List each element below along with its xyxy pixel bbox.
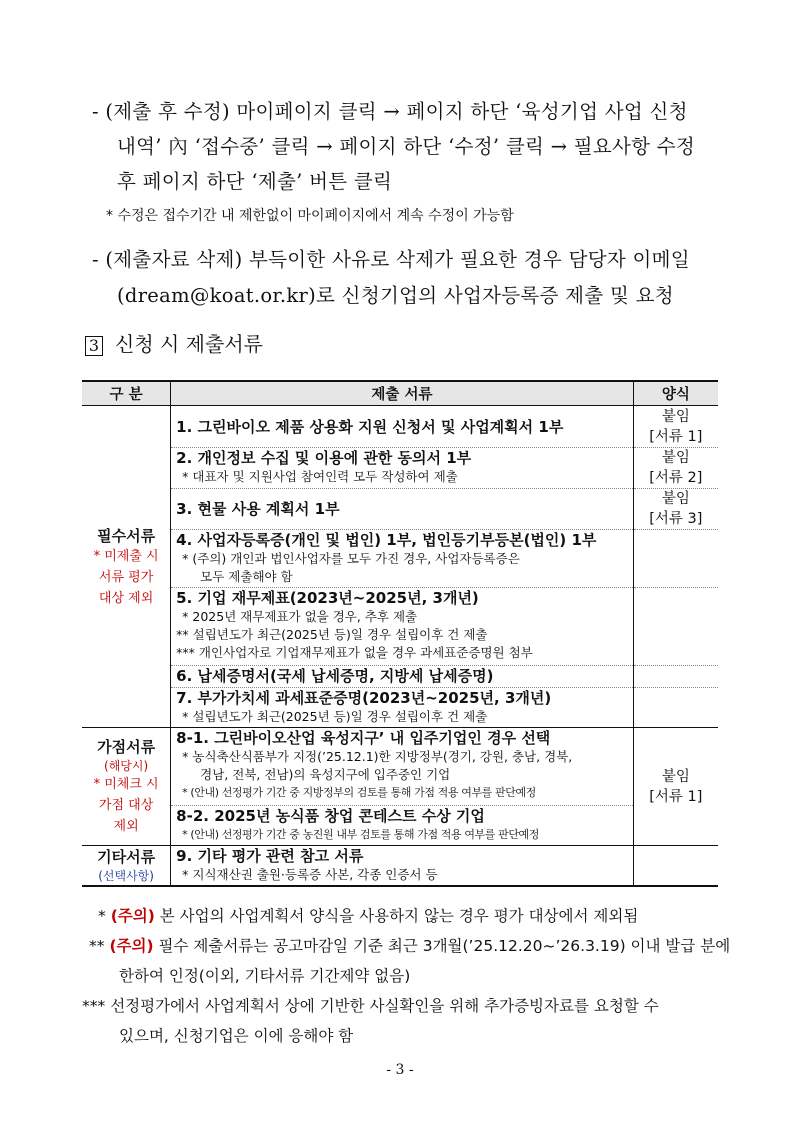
footnote-2-text: 필수 제출서류는 공고마감일 기준 최근 3개월(’25.12.20~’26.3.19) 이내 발급 분에 — [158, 937, 731, 955]
doc-8-1-title: 8-1. 그린바이오산업 육성지구’ 내 입주기업인 경우 선택 — [176, 729, 551, 747]
table-row — [82, 588, 718, 666]
footnote-3 — [82, 994, 659, 1016]
footnote-2-line2: 한하여 인정(이외, 기타서류 기간제약 없음) — [119, 967, 411, 985]
category-bonus-note3: 가점 대상 — [98, 798, 154, 813]
header-category: 구 분 — [82, 381, 171, 406]
bullet-edit-line3: 후 페이지 하단 ‘제출’ 버튼 클릭 — [117, 170, 393, 193]
doc-7-title: 7. 부가가치세 과세표준증명(2023년~2025년, 3개년) — [176, 689, 552, 707]
doc-1-title: 1. 그린바이오 제품 상용화 지원 신청서 및 사업계획서 1부 — [176, 417, 564, 436]
doc-8-1-note3: * (안내) 선정평가 기간 중 지방정부의 검토를 통해 가점 적용 여부를 판단예정 — [182, 786, 536, 799]
format-3-ref: [서류 3] — [649, 511, 703, 527]
doc-row-9 — [171, 846, 634, 886]
doc-row-1 — [171, 406, 634, 448]
doc-8-1-note1: * 농식축산식품부가 지정(’25.12.1)한 지방정부(경기, 강원, 충남, 경북, — [182, 749, 573, 764]
format-2-label: 붙임 — [661, 450, 690, 466]
footnote-2-label: (주의) — [109, 937, 154, 955]
doc-4-note1: * (주의) 개인과 법인사업자를 모두 가진 경우, 사업자등록증은 — [182, 551, 520, 566]
footnote-1-mark: * — [98, 907, 106, 925]
footnote-3-mark: *** — [82, 997, 106, 1015]
doc-5-note1: * 2025년 재무제표가 없을 경우, 추후 제출 — [182, 609, 418, 624]
format-row-1 — [633, 406, 718, 448]
table-header-row — [82, 381, 718, 406]
format-row-9 — [633, 846, 718, 886]
table-row — [82, 448, 718, 489]
bullet-edit-note: * 수정은 접수기간 내 제한없이 마이페이지에서 계속 수정이 가능함 — [106, 208, 514, 224]
table-row — [82, 688, 718, 728]
doc-row-4 — [171, 530, 634, 588]
doc-5-note3: *** 개인사업자로 기업재무제표가 없을 경우 과세표준증명원 첨부 — [176, 645, 533, 660]
table-row — [82, 489, 718, 530]
doc-9-note: * 지식재산권 출원·등록증 사본, 각종 인증서 등 — [182, 867, 438, 882]
doc-5-note2: ** 설립년도가 최근(2025년 등)일 경우 설립이후 건 제출 — [176, 627, 488, 642]
category-bonus-note4: 제외 — [113, 819, 139, 834]
footnote-1-text: 본 사업의 사업계획서 양식을 사용하지 않는 경우 평가 대상에서 제외됨 — [159, 907, 639, 925]
format-row-8 — [633, 728, 718, 846]
doc-6-title: 6. 납세증명서(국세 납세증명, 지방세 납세증명) — [176, 667, 494, 685]
category-other-note1: (선택사항) — [98, 869, 154, 884]
footnote-1-label: (주의) — [110, 907, 155, 925]
category-required-label: 필수서류 — [97, 526, 156, 545]
doc-8-2-title: 8-2. 2025년 농식품 창업 콘테스트 수상 기업 — [176, 807, 485, 825]
doc-3-title: 3. 현물 사용 계획서 1부 — [176, 500, 340, 518]
category-required — [82, 406, 171, 728]
doc-row-3 — [171, 489, 634, 530]
format-row-6 — [633, 666, 718, 688]
category-bonus-note2: * 미체크 시 — [93, 777, 159, 792]
format-row-4 — [633, 530, 718, 588]
format-2-ref: [서류 2] — [649, 470, 703, 486]
doc-5-title: 5. 기업 재무제표(2023년~2025년, 3개년) — [176, 589, 479, 607]
format-8-ref: [서류 1] — [649, 788, 703, 805]
table-row — [82, 806, 718, 846]
page-number: - 3 - — [386, 1062, 414, 1078]
bullet-edit-line1: - (제출 후 수정) 마이페이지 클릭 → 페이지 하단 ‘육성기업 사업 신청 — [92, 100, 688, 123]
format-1-ref: [서류 1] — [649, 428, 703, 445]
table-row — [82, 666, 718, 688]
doc-row-6 — [171, 666, 634, 688]
header-documents: 제출 서류 — [171, 381, 634, 406]
format-row-2 — [633, 448, 718, 489]
bullet-edit-line2: 내역’ 內 ‘접수중’ 클릭 → 페이지 하단 ‘수정’ 클릭 → 필요사항 수정 — [117, 135, 696, 158]
category-bonus-label: 가점서류 — [97, 738, 156, 756]
footnote-3-text: 선정평가에서 사업계획서 상에 기반한 사실확인을 위해 추가증빙자료를 요청할 수 — [110, 997, 659, 1015]
table-row — [82, 530, 718, 588]
table-row — [82, 846, 718, 886]
footnote-2 — [89, 934, 730, 956]
category-other — [82, 846, 171, 886]
table-row — [82, 406, 718, 448]
doc-4-note2: 모두 제출해야 함 — [200, 569, 293, 584]
table-row — [82, 728, 718, 806]
category-required-note1: * 미제출 시 — [93, 548, 159, 564]
doc-9-title: 9. 기타 평가 관련 참고 서류 — [176, 847, 364, 865]
bullet-delete-line1: - (제출자료 삭제) 부득이한 사유로 삭제가 필요한 경우 담당자 이메일 — [92, 248, 690, 271]
category-required-note2: 서류 평가 — [98, 569, 154, 585]
doc-row-8-1 — [171, 728, 634, 806]
section-title — [85, 328, 263, 357]
doc-row-7 — [171, 688, 634, 728]
doc-2-note: * 대표자 및 지원사업 참여인력 모두 작성하여 제출 — [182, 469, 458, 484]
footnote-2-mark: ** — [89, 937, 105, 955]
format-1-label: 붙임 — [661, 408, 690, 425]
doc-2-title: 2. 개인정보 수집 및 이용에 관한 동의서 1부 — [176, 449, 472, 467]
footnote-1 — [98, 904, 638, 926]
doc-row-5 — [171, 588, 634, 666]
category-bonus — [82, 728, 171, 846]
doc-row-8-2 — [171, 806, 634, 846]
format-8-label: 붙임 — [661, 768, 690, 785]
format-row-7 — [633, 688, 718, 728]
bullet-delete-line2: (dream@koat.or.kr)로 신청기업의 사업자등록증 제출 및 요청 — [117, 284, 674, 307]
doc-4-title: 4. 사업자등록증(개인 및 법인) 1부, 법인등기부등본(법인) 1부 — [176, 531, 597, 549]
section-number-box: 3 — [85, 336, 103, 356]
doc-row-2 — [171, 448, 634, 489]
header-format: 양식 — [633, 381, 718, 406]
category-required-note3: 대상 제외 — [98, 590, 154, 606]
format-3-label: 붙임 — [661, 491, 690, 507]
format-row-3 — [633, 489, 718, 530]
footnote-3-line2: 있으며, 신청기업은 이에 응해야 함 — [119, 1027, 354, 1045]
category-other-label: 기타서류 — [97, 848, 156, 867]
documents-table — [82, 380, 718, 887]
section-title-text: 신청 시 제출서류 — [115, 332, 263, 356]
doc-8-1-note2: 경남, 전북, 전남)의 육성지구에 입주중인 기업 — [200, 767, 451, 782]
category-bonus-note1: (해당시) — [104, 759, 149, 773]
format-row-5 — [633, 588, 718, 666]
doc-8-2-note: * (안내) 선정평가 기간 중 농진원 내부 검토를 통해 가점 적용 여부를 판단예정 — [182, 828, 539, 841]
doc-7-note: * 설립년도가 최근(2025년 등)일 경우 설립이후 건 제출 — [182, 709, 488, 724]
